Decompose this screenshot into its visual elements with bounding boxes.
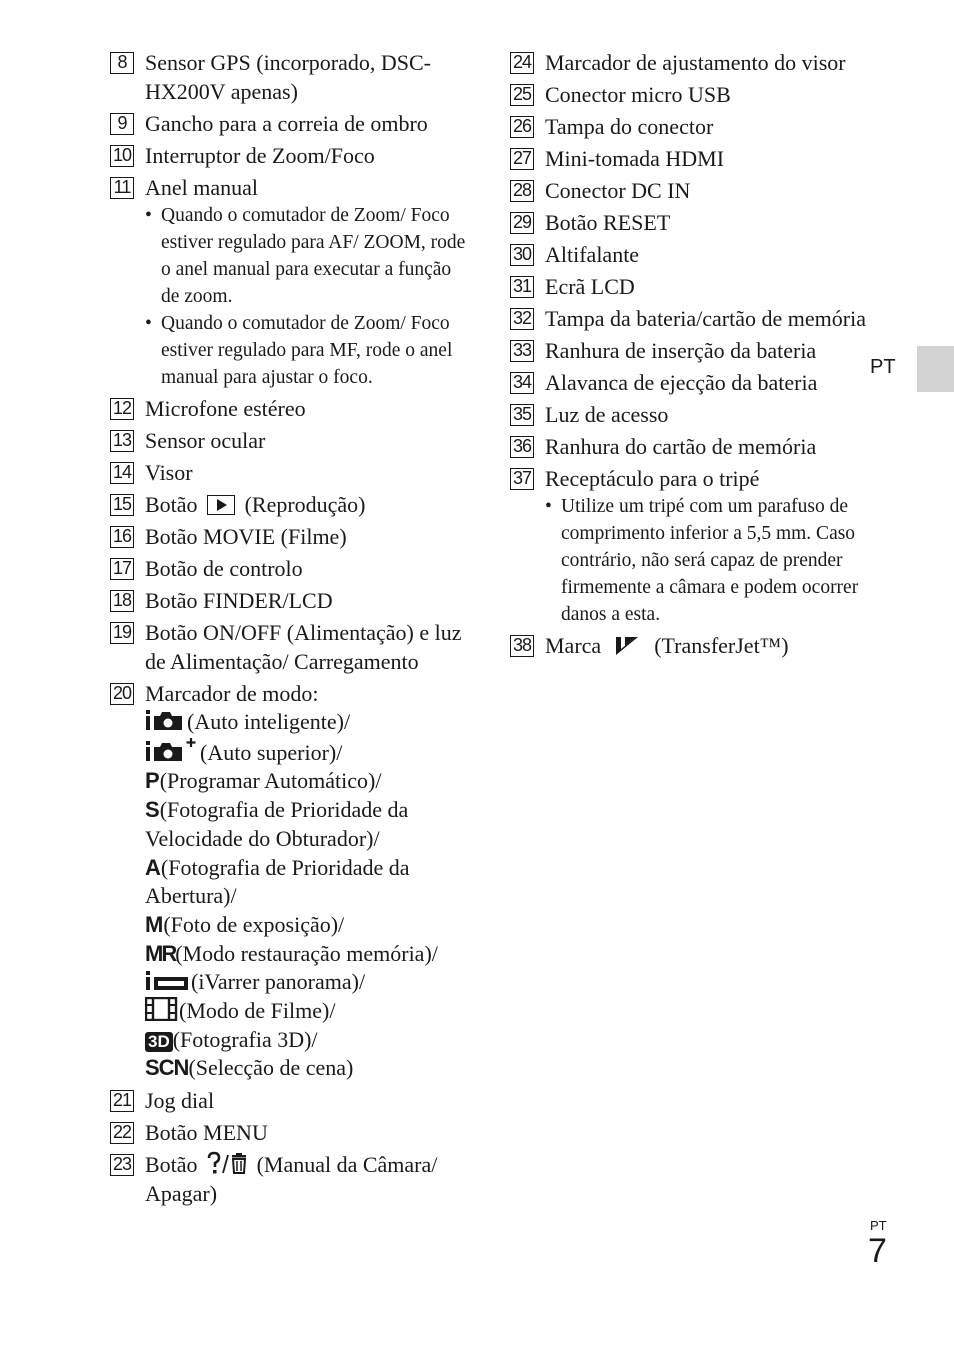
item-text-before: Botão	[145, 492, 198, 517]
item-number: 29	[510, 212, 534, 234]
item-number: 23	[110, 1154, 134, 1176]
mode-entry	[145, 737, 470, 768]
mode-label: (Programar Automático)/	[159, 768, 382, 794]
item-text: Gancho para a correia de ombro	[145, 111, 428, 136]
mode-label: (Foto de exposição)/	[163, 911, 345, 937]
item-number: 38	[510, 635, 534, 657]
right-column	[510, 48, 870, 663]
item-number: 19	[110, 622, 134, 644]
page-language-label: PT	[870, 1218, 887, 1233]
mode-entry	[145, 940, 470, 969]
mode-entry	[145, 997, 470, 1026]
item-text: Mini-tomada HDMI	[545, 146, 725, 171]
mode-entry	[145, 796, 470, 853]
item-number: 36	[510, 436, 534, 458]
note-item: • Quando o comutador de Zoom/ Foco estiver regulado para AF/ ZOOM, rode o anel manual para executar a função de zoom.	[145, 202, 470, 310]
list-item	[110, 458, 470, 487]
list-item	[110, 394, 470, 423]
item-text: Tampa da bateria/cartão de memória	[545, 306, 866, 331]
list-item	[510, 176, 870, 205]
superior-auto-icon	[145, 737, 200, 763]
left-column	[110, 48, 470, 1211]
note-item: • Quando o comutador de Zoom/ Foco estiver regulado para MF, rode o anel manual para ajustar o foco.	[145, 310, 470, 391]
item-text: Botão MOVIE (Filme)	[145, 524, 347, 549]
item-text: Sensor GPS (incorporado, DSC-HX200V apenas)	[145, 50, 431, 104]
item-number: 12	[110, 398, 134, 420]
program-auto-icon: P	[145, 768, 160, 794]
list-item	[510, 48, 870, 77]
list-item	[510, 368, 870, 397]
item-text: Botão RESET	[545, 210, 671, 235]
item-number: 25	[510, 84, 534, 106]
mode-label: (Auto inteligente)/	[187, 709, 351, 734]
item-number: 34	[510, 372, 534, 394]
list-item	[510, 400, 870, 429]
item-number: 13	[110, 430, 134, 452]
list-item	[510, 208, 870, 237]
sweep-panorama-icon	[145, 968, 191, 992]
list-item	[110, 618, 470, 676]
list-item	[110, 679, 470, 1083]
mode-entry	[145, 708, 470, 737]
intelligent-auto-icon	[145, 708, 187, 732]
list-item	[510, 304, 870, 333]
item-text-before: Botão	[145, 1152, 198, 1178]
item-number: 16	[110, 526, 134, 548]
mode-entry	[145, 968, 470, 997]
list-item	[510, 112, 870, 141]
mode-label: (Fotografia de Prioridade da Abertura)/	[145, 854, 410, 909]
item-text: Receptáculo para o tripé	[545, 466, 760, 491]
item-text: Conector micro USB	[545, 82, 731, 107]
item-number: 28	[510, 180, 534, 202]
item-number: 22	[110, 1122, 134, 1144]
mode-entry	[145, 767, 470, 796]
list-item	[110, 1086, 470, 1115]
list-item	[110, 426, 470, 455]
item-text: Ranhura do cartão de memória	[545, 434, 817, 459]
play-icon	[207, 495, 235, 515]
item-number: 8	[110, 52, 134, 74]
manual-exposure-icon: M	[145, 911, 164, 937]
item-text: Sensor ocular	[145, 428, 266, 453]
movie-mode-icon	[145, 997, 179, 1021]
item-text: Ranhura de inserção da bateria	[545, 338, 817, 363]
item-text: Botão ON/OFF (Alimentação) e luz de Alimentação/ Carregamento	[145, 620, 462, 674]
aperture-priority-icon: A	[145, 854, 161, 880]
list-item	[510, 144, 870, 173]
item-text: Conector DC IN	[545, 178, 691, 203]
list-item	[110, 173, 470, 391]
mode-label: (Auto superior)/	[200, 739, 343, 765]
list-item	[510, 631, 870, 660]
mode-entry	[145, 1026, 470, 1055]
list-item	[110, 1118, 470, 1147]
list-item	[110, 48, 470, 106]
item-number: 24	[510, 52, 534, 74]
item-text: Ecrã LCD	[545, 274, 635, 299]
scene-selection-icon: SCN	[145, 1055, 189, 1081]
item-text: Altifalante	[545, 242, 640, 267]
item-number: 33	[510, 340, 534, 362]
3d-photo-icon: 3D	[145, 1032, 173, 1052]
memory-recall-icon: MR	[145, 940, 176, 966]
list-item	[110, 109, 470, 138]
help-trash-icon	[203, 1151, 251, 1175]
language-tab	[917, 346, 954, 392]
item-number: 20	[110, 683, 134, 705]
list-item	[110, 490, 470, 519]
transferjet-icon	[613, 634, 643, 656]
list-item	[510, 336, 870, 365]
mode-entry	[145, 1054, 470, 1083]
list-item	[510, 80, 870, 109]
item-text: Marcador de ajustamento do visor	[545, 50, 846, 75]
list-item	[110, 141, 470, 170]
item-number: 15	[110, 494, 134, 516]
mode-label: (Selecção de cena)	[188, 1055, 354, 1081]
item-number: 30	[510, 244, 534, 266]
item-text: Interruptor de Zoom/Foco	[145, 143, 375, 168]
item-text: Anel manual	[145, 175, 259, 200]
page-number: 7	[868, 1232, 887, 1270]
mode-label: (Modo restauração memória)/	[175, 940, 438, 966]
item-number: 37	[510, 468, 534, 490]
item-number: 35	[510, 404, 534, 426]
item-number: 32	[510, 308, 534, 330]
list-item	[510, 240, 870, 269]
item-number: 14	[110, 462, 134, 484]
item-text: Marcador de modo:	[145, 681, 319, 706]
item-text: Botão FINDER/LCD	[145, 588, 333, 613]
item-text: Alavanca de ejecção da bateria	[545, 370, 818, 395]
mode-label: (iVarrer panorama)/	[191, 969, 366, 995]
shutter-priority-icon: S	[145, 797, 160, 823]
item-text-before: Marca	[545, 633, 602, 658]
item-number: 9	[110, 113, 134, 135]
list-item	[110, 1150, 470, 1208]
item-text: Visor	[145, 460, 193, 485]
list-item	[510, 432, 870, 461]
item-number: 18	[110, 590, 134, 612]
list-item	[110, 522, 470, 551]
list-item	[110, 586, 470, 615]
item-text: Luz de acesso	[545, 402, 669, 427]
mode-label: (Fotografia 3D)/	[172, 1026, 318, 1052]
item-number: 11	[110, 177, 134, 199]
mode-entry	[145, 911, 470, 940]
list-item	[510, 272, 870, 301]
item-number: 31	[510, 276, 534, 298]
list-item	[110, 554, 470, 583]
item-text: Botão MENU	[145, 1120, 268, 1146]
item-number: 26	[510, 116, 534, 138]
item-number: 10	[110, 145, 134, 167]
item-number: 27	[510, 148, 534, 170]
item-text-after: (Reprodução)	[244, 492, 366, 517]
item-text: Tampa do conector	[545, 114, 714, 139]
mode-entry	[145, 854, 470, 911]
note-item: • Utilize um tripé com um parafuso de comprimento inferior a 5,5 mm. Caso contrário, não será capaz de prender firmemente a câmara e podem ocorrer danos a esta.	[545, 493, 870, 628]
item-text-after: (Manual da Câmara/ Apagar)	[145, 1152, 438, 1207]
mode-label: (Modo de Filme)/	[179, 998, 336, 1024]
mode-label: (Fotografia de Prioridade da Velocidade do Obturador)/	[145, 797, 409, 851]
list-item	[510, 464, 870, 628]
item-text-after: (TransferJet™)	[654, 633, 789, 658]
item-text: Botão de controlo	[145, 556, 303, 581]
item-text: Jog dial	[145, 1088, 215, 1114]
item-number: 17	[110, 558, 134, 580]
note-list	[545, 493, 870, 628]
language-tab-label: PT	[870, 356, 896, 378]
item-number: 21	[110, 1090, 134, 1112]
item-text: Microfone estéreo	[145, 396, 306, 421]
note-list	[145, 202, 470, 391]
mode-list	[145, 708, 470, 1083]
